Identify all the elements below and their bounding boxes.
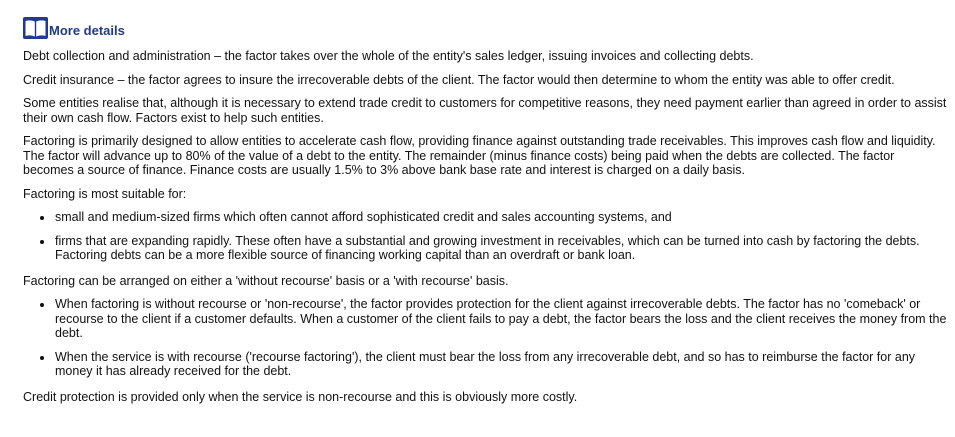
paragraph-credit-protection: Credit protection is provided only when the service is non-recourse and this is obviously more costly.	[23, 389, 578, 404]
list-item: When the service is with recourse ('recourse factoring'), the client must bear the loss from any irrecoverable debt, and so has to reimburse the factor for any money it has already received for the debt.	[55, 350, 947, 379]
paragraph-trade-credit: Some entities realise that, although it is necessary to extend trade credit to customers for competitive reasons, they need payment earlier than agreed in order to assist their own cash flow. Factors exist to help such entities.	[23, 96, 947, 125]
list-item: small and medium-sized firms which often cannot afford sophisticated credit and sales accounting systems, and	[55, 210, 947, 225]
page-title: More details	[49, 23, 125, 38]
paragraph-factoring-purpose: Factoring is primarily designed to allow entities to accelerate cash flow, providing finance against outstanding trade receivables. This improves cash flow and liquidity. The factor will advance up to 80% of the value of a debt to the entity. The remainder (minus finance costs) being paid when the debts are collected. The factor becomes a source of finance. Finance costs are usually 1.5% to 3% above bank base rate and interest is charged on a daily basis.	[23, 134, 936, 177]
more-details-header	[23, 12, 947, 39]
list-item: When factoring is without recourse or 'non-recourse', the factor provides protection for the client against irrecoverable debts. The factor has no 'comeback' or recourse to the client if a customer defaults. When a customer of the client fails to pay a debt, the factor bears the loss and the client receives the money from the debt.	[55, 297, 947, 340]
paragraph-suitable-for: Factoring is most suitable for:	[23, 186, 187, 201]
suitable-for-list	[23, 210, 947, 263]
book-icon	[23, 17, 48, 39]
paragraph-debt-collection: Debt collection and administration – the factor takes over the whole of the entity's sales ledger, issuing invoices and collecting debts.	[23, 49, 754, 63]
list-item: firms that are expanding rapidly. These often have a substantial and growing investment in receivables, which can be turned into cash by factoring the debts. Factoring debts can be a more flexible source of financing working capital than an overdraft or bank loan.	[55, 234, 947, 263]
paragraph-credit-insurance: Credit insurance – the factor agrees to insure the irrecoverable debts of the client. The factor would then determine to whom the entity was able to offer credit.	[23, 72, 895, 87]
recourse-list	[23, 297, 947, 379]
paragraph-recourse-basis: Factoring can be arranged on either a 'without recourse' basis or a 'with recourse' basis.	[23, 273, 509, 288]
